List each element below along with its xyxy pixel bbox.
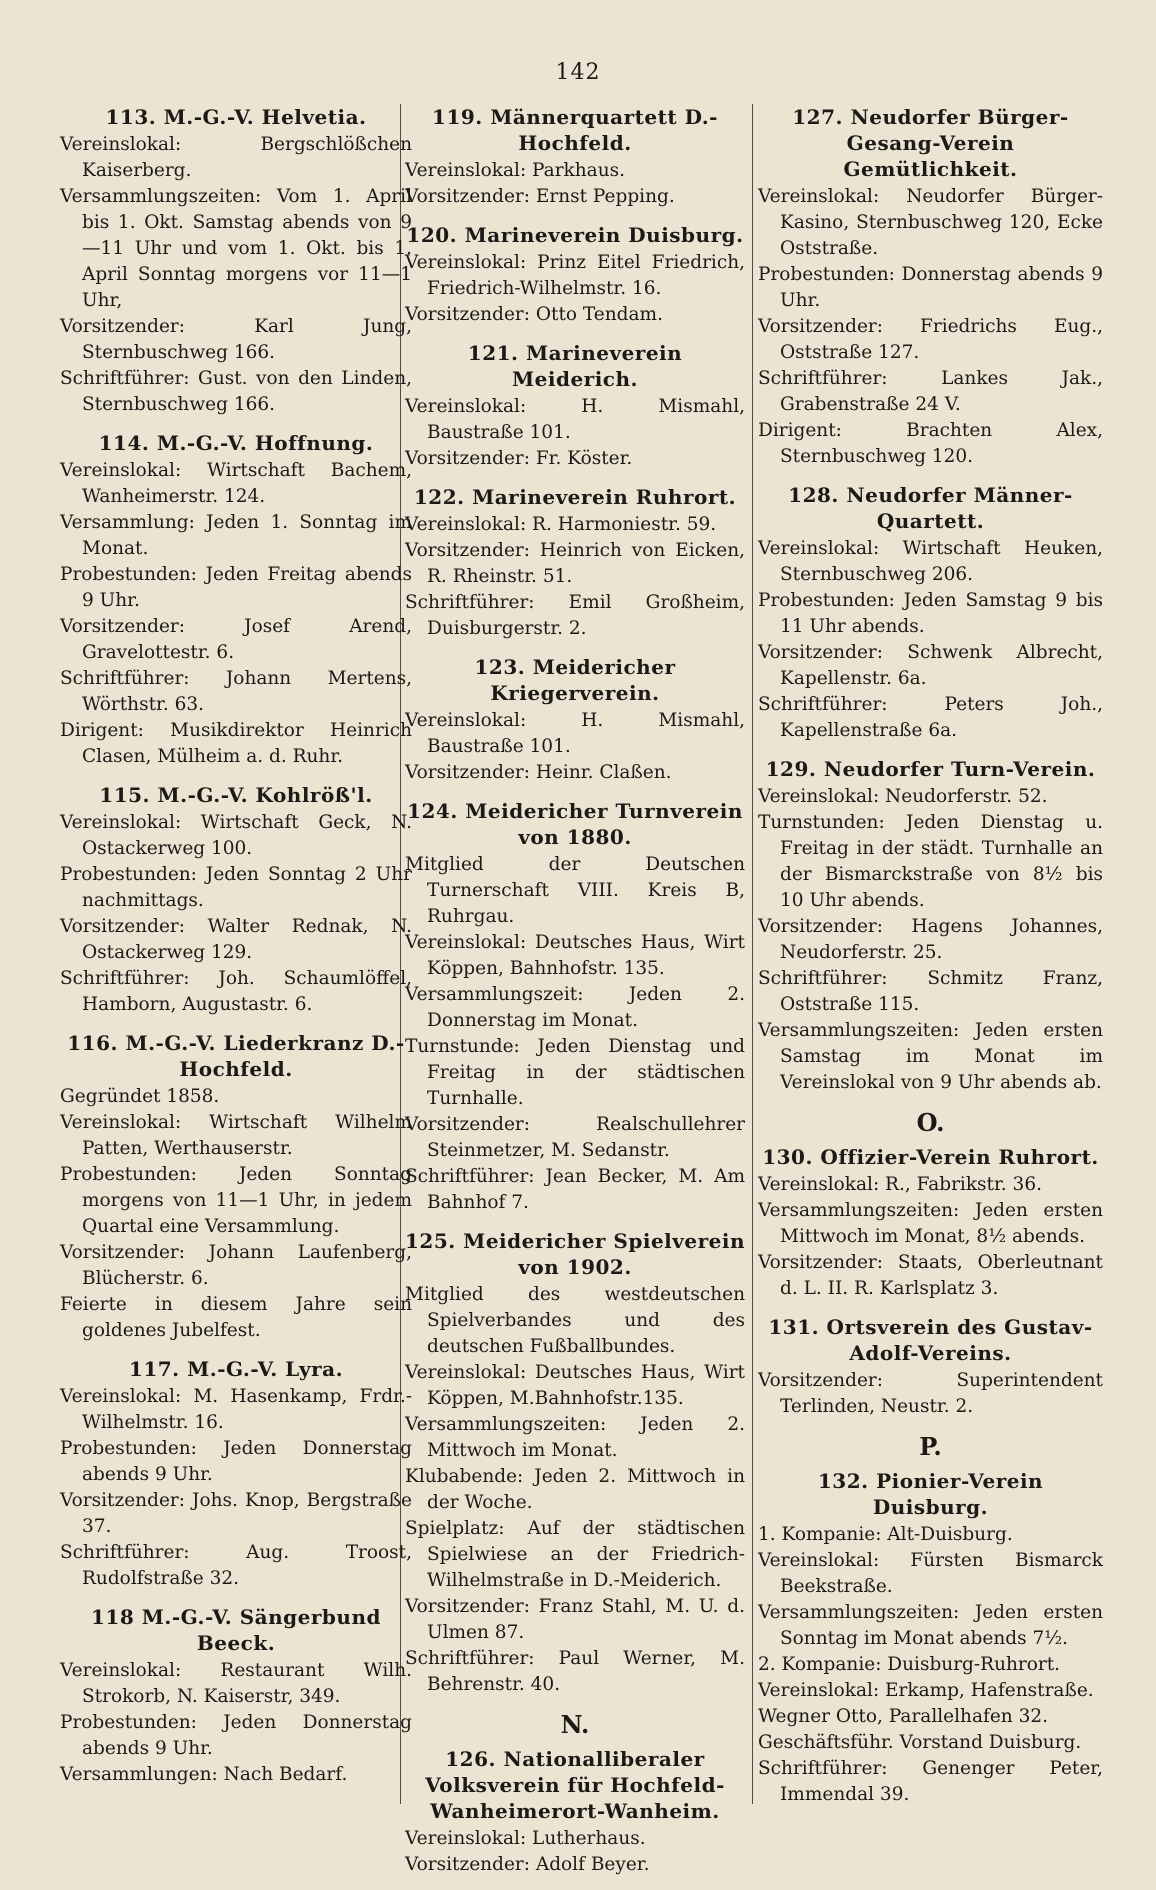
- entry-line: Geschäftsführ. Vorstand Duisburg.: [758, 1732, 1082, 1753]
- entry-heading: 114. M.-G.-V. Hoffnung.: [98, 431, 374, 455]
- entry-line: Vereinslokal: Restaurant Wilh. Strokorb, N. Kaiserstr, 349.: [60, 1660, 412, 1707]
- entry-line: Vereinslokal: H. Mismahl, Baustraße 101.: [405, 396, 745, 443]
- entry-line: Vorsitzender: Superintendent Terlinden, Neustr. 2.: [758, 1370, 1103, 1417]
- entry-line: Vereinslokal: R., Fabrikstr. 36.: [758, 1174, 1042, 1195]
- entry-line: Turnstunde: Jeden Dienstag und Freitag in der städtischen Turnhalle.: [405, 1036, 745, 1109]
- entry-line: Versammlungszeit: Jeden 2. Donnerstag im Monat.: [405, 984, 745, 1031]
- entry-line: Schriftführer: Joh. Schaumlöffel, Hamborn, Augustastr. 6.: [60, 968, 412, 1015]
- club-entry: [758, 1468, 1103, 1808]
- entry-line: Vereinslokal: H. Mismahl, Baustraße 101.: [405, 710, 745, 757]
- entry-line: Schriftführer: Genenger Peter, Immendal 39.: [758, 1758, 1103, 1805]
- page-number: 142: [555, 60, 601, 85]
- entry-heading: 125. Meidericher Spielverein von 1902.: [405, 1229, 746, 1279]
- entry-heading: 116. M.-G.-V. Liederkranz D.- Hochfeld.: [67, 1031, 405, 1081]
- club-entry: [60, 1604, 412, 1788]
- entry-heading: 113. M.-G.-V. Helvetia.: [105, 105, 367, 129]
- column-2: [405, 104, 745, 1890]
- entry-line: Schriftführer: Aug. Troost, Rudolfstraße 32.: [60, 1542, 412, 1589]
- entry-line: Gegründet 1858.: [60, 1086, 220, 1107]
- column-3: [758, 104, 1103, 1820]
- entry-line: 1. Kompanie: Alt-Duisburg.: [758, 1524, 1013, 1545]
- club-entry: [405, 1746, 745, 1878]
- club-entry: [405, 484, 745, 642]
- entry-line: Vorsitzender: Realschullehrer Steinmetzer, M. Sedanstr.: [405, 1114, 745, 1161]
- entry-line: Versammlungen: Nach Bedarf.: [60, 1764, 348, 1785]
- entry-line: Dirigent: Musikdirektor Heinrich Clasen, Mülheim a. d. Ruhr.: [60, 720, 412, 767]
- entry-line: Turnstunden: Jeden Dienstag u. Freitag in der städt. Turnhalle an der Bismarckstraße von 8½ bis 10 Uhr abends.: [758, 812, 1103, 911]
- entry-line: Vereinslokal: Lutherhaus.: [405, 1828, 646, 1849]
- entry-line: Probestunden: Jeden Freitag abends 9 Uhr.: [60, 564, 412, 611]
- entry-line: Schriftführer: Gust. von den Linden, Sternbuschweg 166.: [60, 368, 412, 415]
- entry-line: Versammlungszeiten: Vom 1. April bis 1. Okt. Samstag abends von 9—11 Uhr und vom 1. Okt. bis 1. April Sonntag morgens vor 11—1 Uhr,: [60, 186, 412, 311]
- club-entry: [758, 104, 1103, 470]
- entry-heading: 121. Marineverein Meiderich.: [467, 341, 683, 391]
- entry-line: Schriftführer: Jean Becker, M. Am Bahnhof 7.: [405, 1166, 745, 1213]
- entry-line: Feierte in diesem Jahre sein goldenes Jubelfest.: [60, 1294, 412, 1341]
- entry-line: Schriftführer: Peters Joh., Kapellenstraße 6a.: [758, 694, 1103, 741]
- entry-line: Vereinslokal: R. Harmoniestr. 59.: [405, 514, 717, 535]
- entry-line: Vereinslokal: Wirtschaft Bachem, Wanheimerstr. 124.: [60, 460, 412, 507]
- entry-line: Mitglied der Deutschen Turnerschaft VIII. Kreis B, Ruhrgau.: [405, 854, 745, 927]
- entry-line: Vereinslokal: Fürsten Bismarck Beekstraße.: [758, 1550, 1103, 1597]
- club-entry: [405, 104, 745, 210]
- entry-line: Mitglied des westdeutschen Spielverbandes und des deutschen Fußballbundes.: [405, 1284, 745, 1357]
- entry-line: Versammlungszeiten: Jeden 2. Mittwoch im Monat.: [405, 1414, 745, 1461]
- entry-line: Probestunden: Jeden Donnerstag abends 9 Uhr.: [60, 1712, 412, 1759]
- entry-line: Spielplatz: Auf der städtischen Spielwiese an der Friedrich-Wilhelmstraße in D.-Meiderich.: [405, 1518, 745, 1591]
- club-entry: [60, 1356, 412, 1592]
- entry-line: Vereinslokal: Prinz Eitel Friedrich, Friedrich-Wilhelmstr. 16.: [405, 252, 745, 299]
- entry-line: Schriftführer: Emil Großheim, Duisburgerstr. 2.: [405, 592, 745, 639]
- column-1: [60, 104, 412, 1800]
- entry-line: Vorsitzender: Staats, Oberleutnant d. L. II. R. Karlsplatz 3.: [758, 1252, 1103, 1299]
- entry-line: Schriftführer: Johann Mertens, Wörthstr. 63.: [60, 668, 412, 715]
- entry-line: Klubabende: Jeden 2. Mittwoch in der Woche.: [405, 1466, 745, 1513]
- entry-line: Vereinslokal: Wirtschaft Heuken, Sternbuschweg 206.: [758, 538, 1103, 585]
- entry-line: Vorsitzender: Heinrich von Eicken, R. Rheinstr. 51.: [405, 540, 745, 587]
- club-entry: [758, 756, 1103, 1096]
- entry-line: Probestunden: Donnerstag abends 9 Uhr.: [758, 264, 1103, 311]
- entry-line: Probestunden: Jeden Samstag 9 bis 11 Uhr abends.: [758, 590, 1103, 637]
- entry-line: Versammlung: Jeden 1. Sonntag im Monat.: [60, 512, 412, 559]
- club-entry: [60, 104, 412, 418]
- entry-heading: 128. Neudorfer Männer-Quartett.: [788, 483, 1073, 533]
- entry-line: Schriftführer: Schmitz Franz, Oststraße 115.: [758, 968, 1103, 1015]
- entry-line: Vorsitzender: Adolf Beyer.: [405, 1854, 650, 1875]
- entry-heading: 122. Marineverein Ruhrort.: [413, 485, 737, 509]
- entry-heading: 115. M.-G.-V. Kohlröß'l.: [99, 783, 373, 807]
- entry-line: Vorsitzender: Johs. Knop, Bergstraße 37.: [60, 1490, 412, 1537]
- entry-line: Vereinslokal: Wirtschaft Geck, N. Ostackerweg 100.: [60, 812, 412, 859]
- entry-heading: 118 M.-G.-V. Sängerbund Beeck.: [91, 1605, 381, 1655]
- section-letter: P.: [919, 1432, 942, 1461]
- club-entry: [405, 654, 745, 786]
- entry-heading: 120. Marineverein Duisburg.: [406, 223, 744, 247]
- club-entry: [758, 1144, 1103, 1302]
- entry-line: Vereinslokal: Erkamp, Hafenstraße.: [758, 1680, 1094, 1701]
- entry-line: Vorsitzender: Schwenk Albrecht, Kapellenstr. 6a.: [758, 642, 1103, 689]
- entry-line: Vorsitzender: Johann Laufenberg, Blücherstr. 6.: [60, 1242, 412, 1289]
- entry-heading: 127. Neudorfer Bürger-Gesang-Verein Gemütlichkeit.: [792, 105, 1069, 181]
- entry-heading: 119. Männerquartett D.-Hochfeld.: [432, 105, 718, 155]
- entry-line: Probestunden: Jeden Donnerstag abends 9 Uhr.: [60, 1438, 412, 1485]
- entry-line: Vorsitzender: Karl Jung, Sternbuschweg 166.: [60, 316, 412, 363]
- entry-line: Probestunden: Jeden Sonntag 2 Uhr nachmittags.: [60, 864, 412, 911]
- entry-line: Versammlungszeiten: Jeden ersten Samstag im Monat im Vereinslokal von 9 Uhr abends ab.: [758, 1020, 1103, 1093]
- entry-heading: 132. Pionier-Verein Duisburg.: [817, 1469, 1044, 1519]
- entry-line: Vorsitzender: Franz Stahl, M. U. d. Ulmen 87.: [405, 1596, 745, 1643]
- entry-heading: 117. M.-G.-V. Lyra.: [128, 1357, 344, 1381]
- entry-line: Schriftführer: Paul Werner, M. Behrenstr. 40.: [405, 1648, 745, 1695]
- entry-line: Vereinslokal: Parkhaus.: [405, 160, 625, 181]
- entry-line: Vereinslokal: M. Hasenkamp, Frdr.-Wilhelmstr. 16.: [60, 1386, 412, 1433]
- club-entry: [405, 222, 745, 328]
- entry-line: Vorsitzender: Fr. Köster.: [405, 448, 633, 469]
- club-entry: [758, 482, 1103, 744]
- section-letter: O.: [916, 1108, 945, 1137]
- section-letter: N.: [560, 1710, 590, 1739]
- entry-line: Vereinslokal: Neudorfer Bürger-Kasino, Sternbuschweg 120, Ecke Oststraße.: [758, 186, 1103, 259]
- entry-line: Vereinslokal: Deutsches Haus, Wirt Köppen, Bahnhofstr. 135.: [405, 932, 745, 979]
- entry-line: Versammlungszeiten: Jeden ersten Sonntag im Monat abends 7½.: [758, 1602, 1103, 1649]
- entry-line: Wegner Otto, Parallelhafen 32.: [758, 1706, 1048, 1727]
- club-entry: [60, 1030, 412, 1344]
- entry-line: 2. Kompanie: Duisburg-Ruhrort.: [758, 1654, 1061, 1675]
- entry-line: Vorsitzender: Otto Tendam.: [405, 304, 663, 325]
- entry-line: Vorsitzender: Hagens Johannes, Neudorferstr. 25.: [758, 916, 1103, 963]
- entry-line: Versammlungszeiten: Jeden ersten Mittwoch im Monat, 8½ abends.: [758, 1200, 1103, 1247]
- entry-line: Vereinslokal: Wirtschaft Wilhelm Patten, Werthauserstr.: [60, 1112, 412, 1159]
- club-entry: [60, 430, 412, 770]
- entry-line: Vorsitzender: Ernst Pepping.: [405, 186, 675, 207]
- column-divider: [752, 104, 753, 1804]
- entry-line: Dirigent: Brachten Alex, Sternbuschweg 120.: [758, 420, 1103, 467]
- entry-line: Vorsitzender: Josef Arend, Gravelottestr. 6.: [60, 616, 412, 663]
- entry-heading: 124. Meidericher Turnverein von 1880.: [407, 799, 743, 849]
- entry-heading: 126. Nationalliberaler Volksverein für Hochfeld-Wanheimerort-Wanheim.: [425, 1747, 725, 1823]
- entry-line: Vereinslokal: Deutsches Haus, Wirt Köppen, M.Bahnhofstr.135.: [405, 1362, 745, 1409]
- club-entry: [758, 1314, 1103, 1420]
- entry-heading: 129. Neudorfer Turn-Verein.: [765, 757, 1096, 781]
- club-entry: [405, 1228, 745, 1698]
- entry-line: Vereinslokal: Bergschlößchen Kaiserberg.: [60, 134, 412, 181]
- entry-line: Vereinslokal: Neudorferstr. 52.: [758, 786, 1048, 807]
- entry-line: Vorsitzender: Heinr. Claßen.: [405, 762, 672, 783]
- club-entry: [405, 798, 745, 1216]
- entry-line: Vorsitzender: Friedrichs Eug., Oststraße 127.: [758, 316, 1103, 363]
- club-entry: [405, 340, 745, 472]
- entry-heading: 131. Ortsverein des Gustav-Adolf-Vereins.: [768, 1315, 1093, 1365]
- entry-line: Vorsitzender: Walter Rednak, N. Ostackerweg 129.: [60, 916, 412, 963]
- club-entry: [60, 782, 412, 1018]
- entry-heading: 123. Meidericher Kriegerverein.: [474, 655, 676, 705]
- entry-line: Schriftführer: Lankes Jak., Grabenstraße 24 V.: [758, 368, 1103, 415]
- entry-heading: 130. Offizier-Verein Ruhrort.: [762, 1145, 1099, 1169]
- entry-line: Probestunden: Jeden Sonntag morgens von 11—1 Uhr, in jedem Quartal eine Versammlung.: [60, 1164, 412, 1237]
